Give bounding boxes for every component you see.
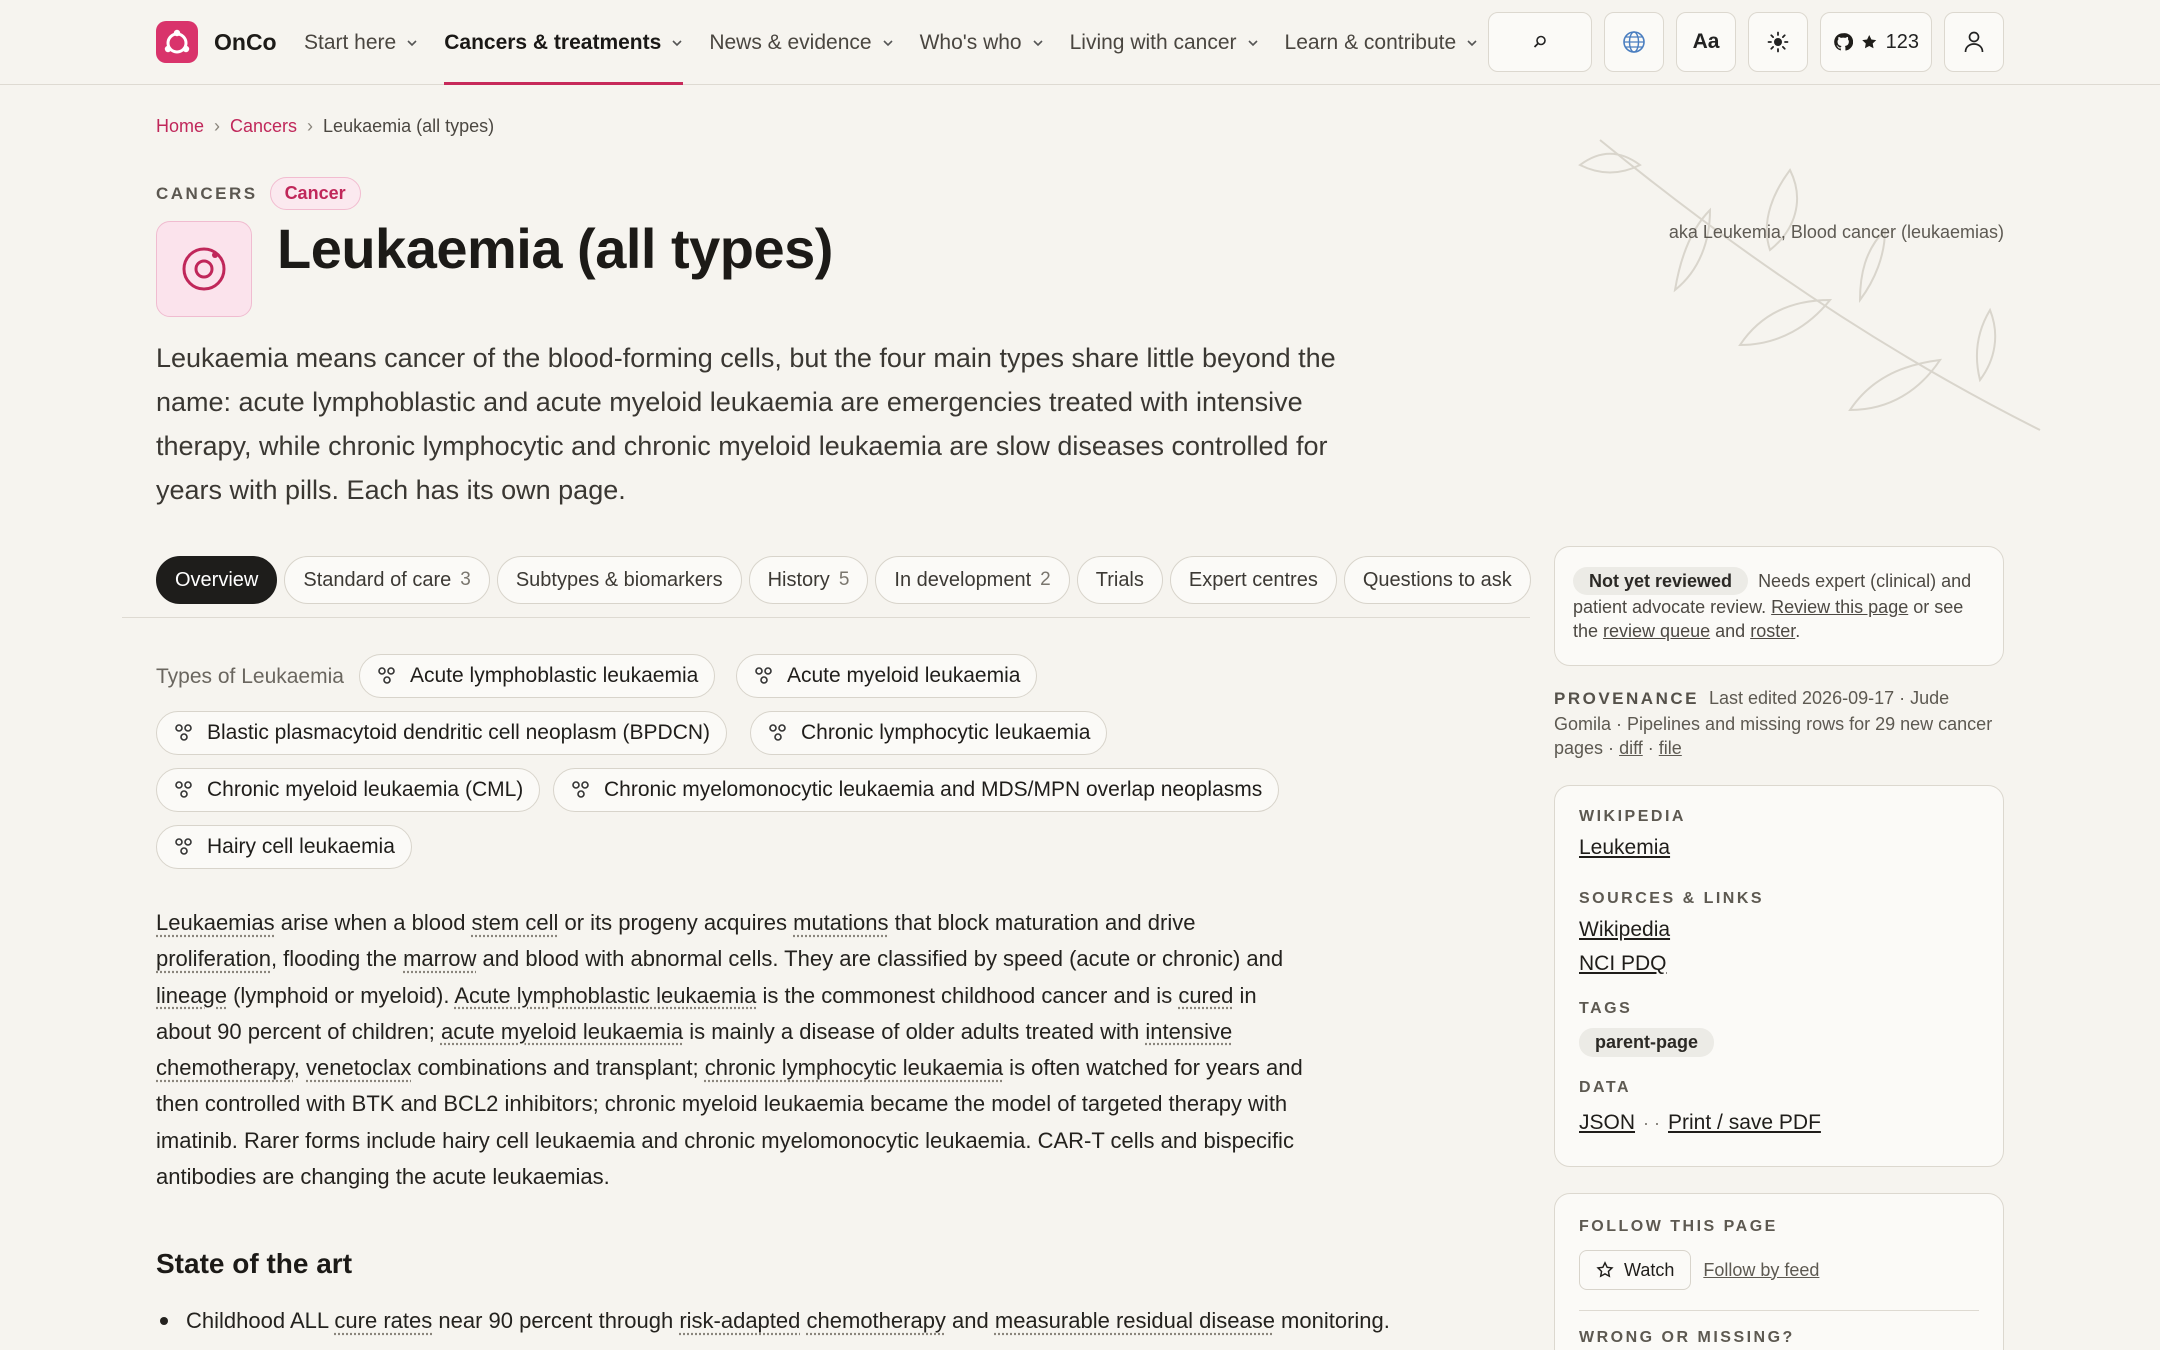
cells-icon xyxy=(173,836,195,858)
list-item xyxy=(160,1308,1390,1334)
provenance xyxy=(1554,686,2004,761)
text-run: is often watched for years and then controlled with BTK and BCL2 inhibitors; chronic myeloid leukaemia became the model of targeted therapy with imatinib. Rarer forms include hairy cell leukaemia and chronic myelomonocytic leukaemia. CAR-T cells and bispecific antibodies are changing the acute leukaemias. xyxy=(156,1055,1303,1190)
bullet-dot xyxy=(160,1317,168,1325)
text-run: (lymphoid or myeloid). xyxy=(226,982,455,1008)
text-run: Childhood ALL xyxy=(186,1308,335,1333)
source-link-wikipedia[interactable]: Wikipedia xyxy=(1579,918,1671,941)
chevron-down-icon xyxy=(1466,37,1478,49)
tab-label: Trials xyxy=(1095,568,1144,591)
metadata-card xyxy=(1554,785,2004,1167)
bullet-text xyxy=(186,1308,1390,1334)
category-label: CANCERS xyxy=(156,183,258,203)
top-bar xyxy=(0,0,2160,85)
tab-questions-to-ask[interactable] xyxy=(1344,556,1531,604)
review-status-badge: Not yet reviewed xyxy=(1573,567,1748,595)
cancer-type-icon xyxy=(156,221,252,317)
nav-living-with-cancer[interactable] xyxy=(1070,0,1259,85)
glossary-term-link[interactable]: marrow xyxy=(403,946,477,972)
review-this-page-link[interactable]: Review this page xyxy=(1771,597,1909,617)
breadcrumb xyxy=(156,116,494,137)
type-chip-cmml[interactable] xyxy=(553,768,1279,812)
print-pdf-link[interactable]: Print / save PDF xyxy=(1668,1111,1821,1134)
glossary-term-link[interactable]: venetoclax xyxy=(306,1055,412,1081)
tab-label: Standard of care xyxy=(303,568,452,591)
page-lede: Leukaemia means cancer of the blood-forming cells, but the four main types share little beyond the name: acute lymphoblastic and acute myeloid leukaemia are emergencies treated with intensive therapy, while chronic lymphocytic and chronic myeloid leukaemia are slow diseases controlled for years with pills. Each has its own page. xyxy=(156,343,1336,505)
brand[interactable] xyxy=(156,21,277,63)
provenance-text: Last edited 2026-09-17 · Jude Gomila · Pipelines and missing rows for 29 new cancer pages · xyxy=(1554,688,1993,758)
text-run: that block maturation and drive xyxy=(888,910,1196,935)
toolbar xyxy=(1488,12,2004,72)
text-run: and xyxy=(945,1308,995,1333)
tab-trials[interactable] xyxy=(1077,556,1163,604)
chip-label: Chronic myeloid leukaemia (CML) xyxy=(207,778,524,801)
nav-cancers-treatments[interactable] xyxy=(444,0,683,85)
tab-subtypes-biomarkers[interactable] xyxy=(497,556,742,604)
search-button[interactable] xyxy=(1488,12,1592,72)
tab-label: History xyxy=(767,568,830,591)
star-icon xyxy=(1861,33,1877,51)
glossary-term-link[interactable]: lineage xyxy=(156,982,227,1008)
watch-button[interactable] xyxy=(1579,1250,1691,1290)
nav-learn-contribute[interactable] xyxy=(1285,0,1479,85)
glossary-term-link[interactable]: risk-adapted xyxy=(679,1308,801,1333)
type-chip-aml[interactable] xyxy=(736,654,1037,698)
tab-count: 2 xyxy=(1040,569,1051,590)
sources-label: SOURCES & LINKS xyxy=(1579,890,1765,907)
overview-paragraph xyxy=(156,905,1316,1195)
review-status-card xyxy=(1554,546,2004,666)
tags-label: TAGS xyxy=(1579,1000,1633,1017)
review-text: . xyxy=(1795,621,1801,641)
github-icon xyxy=(1833,31,1853,53)
chevron-down-icon xyxy=(671,37,683,49)
follow-card xyxy=(1554,1193,2004,1350)
glossary-term-link[interactable]: cured xyxy=(1178,982,1234,1008)
font-size-label: Aa xyxy=(1692,30,1720,53)
chip-label: Acute lymphoblastic leukaemia xyxy=(410,664,699,687)
star-outline-icon xyxy=(1596,1261,1614,1279)
tab-count: 3 xyxy=(460,569,471,590)
wikipedia-label: WIKIPEDIA xyxy=(1579,808,1686,825)
text-run: is the commonest childhood cancer and is xyxy=(756,982,1179,1008)
text-run: in about 90 percent of children; xyxy=(156,982,1257,1044)
nav-start-here[interactable] xyxy=(304,0,418,85)
nav-news-evidence[interactable] xyxy=(709,0,893,85)
glossary-term-link[interactable]: acute myeloid leukaemia xyxy=(440,1018,684,1044)
glossary-term-link[interactable]: chronic lymphocytic leukaemia xyxy=(704,1055,1004,1081)
text-run: , flooding the xyxy=(270,946,404,972)
tabs-divider xyxy=(122,617,1530,618)
tab-history[interactable] xyxy=(749,556,869,604)
type-chip-hairy-cell[interactable] xyxy=(156,825,412,869)
github-stars-button[interactable] xyxy=(1820,12,1932,72)
text-run: combinations and transplant; xyxy=(411,1055,705,1081)
data-label: DATA xyxy=(1579,1079,1632,1096)
glossary-term-link[interactable]: intensive chemotherapy xyxy=(156,1018,1233,1081)
nav-label: Cancers & treatments xyxy=(444,30,662,54)
onco-logo-icon xyxy=(156,21,198,63)
wrong-or-missing-label: WRONG OR MISSING? xyxy=(1579,1329,1795,1346)
cells-icon xyxy=(767,722,789,744)
tab-label: Expert centres xyxy=(1188,568,1318,591)
text-run: is mainly a disease of older adults treated with xyxy=(683,1018,1146,1044)
divider xyxy=(1579,1310,1979,1311)
theme-toggle-button[interactable] xyxy=(1748,12,1808,72)
glossary-term-link[interactable]: proliferation xyxy=(156,946,271,972)
review-queue-link[interactable]: review queue xyxy=(1603,621,1711,641)
type-chip-cll[interactable] xyxy=(750,711,1107,755)
cells-icon xyxy=(570,779,592,801)
wikipedia-link[interactable]: Leukemia xyxy=(1579,836,1671,859)
review-text: Needs expert (clinical) and patient advocate review. xyxy=(1573,571,1972,617)
watch-label: Watch xyxy=(1624,1259,1675,1280)
breadcrumb-separator: › xyxy=(307,116,314,136)
nav-label: Who's who xyxy=(919,30,1022,54)
type-badge: Cancer xyxy=(270,177,361,210)
types-label: Types of Leukaemia xyxy=(156,665,344,688)
section-heading-state-of-art: State of the art xyxy=(156,1248,353,1279)
tab-label: In development xyxy=(894,568,1032,591)
tab-label: Questions to ask xyxy=(1362,568,1512,591)
chip-label: Chronic lymphocytic leukaemia xyxy=(801,721,1091,744)
type-chip-cml[interactable] xyxy=(156,768,540,812)
diff-link[interactable]: diff xyxy=(1619,738,1643,758)
text-run: and blood with abnormal cells. They are classified by speed (acute or chronic) and xyxy=(476,946,1284,972)
glossary-term-link[interactable]: Leukaemias xyxy=(156,910,275,935)
aka-names: aka Leukemia, Blood cancer (leukaemias) xyxy=(1668,222,2004,242)
globe-icon xyxy=(1622,30,1646,54)
roster-link[interactable]: roster xyxy=(1750,621,1796,641)
file-link[interactable]: file xyxy=(1658,738,1682,758)
cells-icon xyxy=(173,722,195,744)
review-text: or see the xyxy=(1573,597,1964,641)
breadcrumb-cancers[interactable]: Cancers xyxy=(230,116,298,136)
glossary-term-link[interactable]: Acute lymphoblastic leukaemia xyxy=(454,982,757,1008)
nav-label: Living with cancer xyxy=(1069,30,1237,54)
target-cell-icon xyxy=(179,244,229,294)
main-nav xyxy=(304,0,1504,85)
page-title: Leukaemia (all types) xyxy=(277,217,833,280)
tag-pill[interactable]: parent-page xyxy=(1579,1028,1714,1057)
json-link[interactable]: JSON xyxy=(1579,1111,1636,1134)
tab-standard-of-care[interactable] xyxy=(284,556,489,604)
tab-overview[interactable] xyxy=(156,556,277,604)
tab-count: 5 xyxy=(838,569,850,590)
provenance-label: PROVENANCE xyxy=(1554,689,1699,708)
sun-icon xyxy=(1767,31,1789,53)
text-run: near 90 percent through xyxy=(432,1308,680,1333)
glossary-term-link[interactable]: chemotherapy xyxy=(806,1308,946,1333)
glossary-term-link[interactable]: mutations xyxy=(793,910,889,935)
tab-expert-centres[interactable] xyxy=(1170,556,1337,604)
tab-label: Overview xyxy=(175,568,259,591)
text-run: arise when a blood xyxy=(274,910,472,935)
cells-icon xyxy=(753,665,775,687)
chip-label: Acute myeloid leukaemia xyxy=(787,664,1021,687)
page-tabs xyxy=(156,556,1531,604)
glossary-term-link[interactable]: stem cell xyxy=(471,910,559,935)
breadcrumb-home[interactable]: Home xyxy=(156,116,205,136)
user-icon xyxy=(1963,30,1985,54)
provenance-separator: · xyxy=(1647,738,1654,758)
tab-in-development[interactable] xyxy=(875,556,1069,604)
text-run: , xyxy=(293,1055,307,1081)
chevron-down-icon xyxy=(882,37,894,49)
cells-icon xyxy=(376,665,398,687)
cells-icon xyxy=(173,779,195,801)
glossary-term-link[interactable]: cure rates xyxy=(334,1308,433,1333)
chip-label: Hairy cell leukaemia xyxy=(207,835,395,858)
page-eyebrow xyxy=(156,177,361,210)
nav-whos-who[interactable] xyxy=(920,0,1044,85)
chevron-down-icon xyxy=(406,37,418,49)
source-link-nci-pdq[interactable]: NCI PDQ xyxy=(1579,952,1667,975)
breadcrumb-current: Leukaemia (all types) xyxy=(323,116,495,136)
chevron-down-icon xyxy=(1032,37,1044,49)
chevron-down-icon xyxy=(1247,37,1259,49)
data-separator: · · xyxy=(1643,1113,1661,1133)
nav-label: Learn & contribute xyxy=(1284,30,1457,54)
glossary-term-link[interactable]: measurable residual disease xyxy=(994,1308,1275,1333)
leaf-branch-decoration xyxy=(1560,120,2050,450)
type-chip-all[interactable] xyxy=(359,654,715,698)
account-button[interactable] xyxy=(1944,12,2004,72)
follow-by-feed-link[interactable]: Follow by feed xyxy=(1703,1259,1820,1280)
review-text: and xyxy=(1715,621,1746,641)
chip-label: Chronic myelomonocytic leukaemia and MDS/MPN overlap neoplasms xyxy=(604,778,1263,801)
chip-label: Blastic plasmacytoid dendritic cell neoplasm (BPDCN) xyxy=(207,721,711,744)
follow-label: FOLLOW THIS PAGE xyxy=(1579,1218,1778,1235)
tab-label: Subtypes & biomarkers xyxy=(515,568,723,591)
font-size-button[interactable] xyxy=(1676,12,1736,72)
star-count: 123 xyxy=(1885,30,1919,53)
nav-label: Start here xyxy=(304,30,397,54)
type-chip-bpdcn[interactable] xyxy=(156,711,727,755)
text-run: monitoring. xyxy=(1274,1308,1390,1333)
language-button[interactable] xyxy=(1604,12,1664,72)
brand-name: OnCo xyxy=(214,28,277,55)
text-run: or its progeny acquires xyxy=(558,910,794,935)
breadcrumb-separator: › xyxy=(214,116,221,136)
nav-label: News & evidence xyxy=(709,30,872,54)
search-icon xyxy=(1532,34,1548,50)
